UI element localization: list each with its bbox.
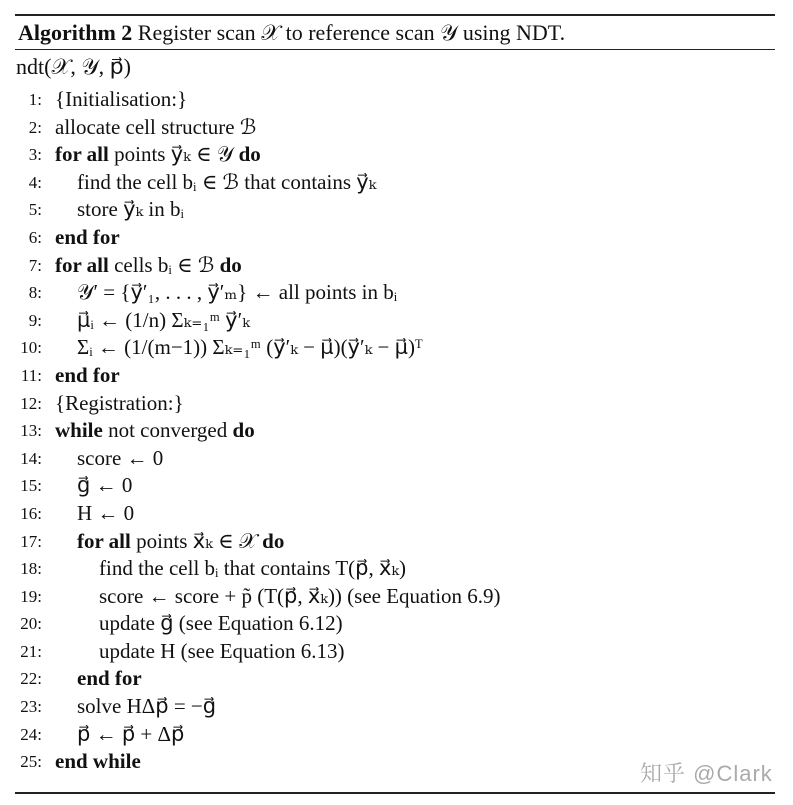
algorithm-line	[0, 196, 793, 224]
line-code	[55, 86, 187, 114]
line-text: Σᵢ ← (1/(m−1)) Σₖ₌₁ᵐ (y⃗′ₖ − μ⃗)(y⃗′ₖ − μ⃗)ᵀ	[77, 335, 423, 360]
algorithm-line	[0, 390, 793, 418]
keyword: end for	[55, 224, 120, 249]
keyword: for all	[55, 252, 109, 277]
algorithm-line	[0, 665, 793, 693]
line-code	[99, 610, 343, 638]
algorithm-line	[0, 417, 793, 445]
line-text: μ⃗ᵢ ← (1/n) Σₖ₌₁ᵐ y⃗′ₖ	[77, 307, 250, 332]
algorithm-line	[0, 362, 793, 390]
line-text: score ← score + p̃ (T(p⃗, x⃗ₖ)) (see Equation 6.9)	[99, 583, 501, 608]
line-text: points x⃗ₖ ∈ 𝒳	[136, 528, 257, 553]
line-number: 23:	[20, 697, 42, 717]
line-number: 5:	[28, 200, 42, 220]
line-number: 14:	[20, 448, 42, 468]
line-text: store y⃗ₖ in bᵢ	[77, 197, 184, 222]
line-text: 𝒴′ = {y⃗′₁, . . . , y⃗′ₘ} ← all points in bᵢ	[77, 280, 398, 305]
keyword: do	[262, 528, 285, 553]
line-code	[77, 334, 423, 362]
line-code	[55, 748, 141, 776]
line-number: 16:	[20, 503, 42, 523]
line-number: 3:	[28, 145, 42, 165]
line-number: 13:	[20, 421, 42, 441]
watermark: 知乎 @Clark	[640, 761, 773, 786]
algorithm-line	[0, 610, 793, 638]
line-number: 21:	[20, 641, 42, 661]
line-number: 10:	[20, 338, 42, 358]
algorithm-line	[0, 224, 793, 252]
line-text: H ← 0	[77, 500, 135, 525]
keyword: for all	[55, 142, 109, 167]
line-number: 11:	[20, 365, 42, 385]
algorithm-label: Algorithm 2	[18, 20, 133, 45]
algorithm-line	[0, 114, 793, 142]
line-text: find the cell bᵢ ∈ ℬ that contains y⃗ₖ	[77, 169, 377, 194]
line-code	[77, 279, 397, 307]
line-number: 8:	[28, 283, 42, 303]
algorithm-line	[0, 555, 793, 583]
line-code	[77, 528, 284, 556]
line-number: 24:	[20, 724, 42, 744]
line-text: allocate cell structure ℬ	[55, 114, 257, 139]
algorithm-line	[0, 279, 793, 307]
line-number: 9:	[28, 310, 42, 330]
algorithm-line	[0, 472, 793, 500]
algorithm-line	[0, 445, 793, 473]
line-number: 2:	[28, 117, 42, 137]
line-code	[55, 141, 261, 169]
algorithm-header	[18, 18, 778, 48]
function-signature: ndt(𝒳, 𝒴, p⃗)	[16, 54, 131, 79]
line-code	[55, 252, 242, 280]
line-code	[99, 638, 345, 666]
line-code	[55, 362, 120, 390]
line-text: solve HΔp⃗ = −g⃗	[77, 694, 217, 719]
keyword: end for	[55, 362, 120, 387]
algorithm-line	[0, 583, 793, 611]
line-code	[77, 665, 142, 693]
line-number: 7:	[28, 255, 42, 275]
line-code	[77, 500, 134, 528]
algorithm-line	[0, 500, 793, 528]
line-code	[99, 555, 406, 583]
line-number: 4:	[28, 172, 42, 192]
keyword: while	[55, 418, 103, 443]
line-code	[55, 114, 256, 142]
keyword: do	[219, 252, 242, 277]
line-number: 22:	[20, 669, 42, 689]
keyword: do	[238, 142, 261, 167]
line-number: 1:	[28, 90, 42, 109]
line-code	[99, 583, 501, 611]
line-code	[77, 693, 216, 721]
line-text: {Initialisation:}	[55, 87, 188, 111]
line-text: update H (see Equation 6.13)	[99, 638, 345, 663]
line-code	[55, 390, 184, 418]
algorithm-line	[0, 252, 793, 280]
line-number: 20:	[20, 614, 42, 634]
line-code	[77, 169, 376, 197]
line-code	[77, 307, 250, 335]
line-code	[55, 224, 120, 252]
keyword: end for	[77, 666, 142, 691]
algorithm-body	[0, 86, 793, 776]
line-text: points y⃗ₖ ∈ 𝒴	[114, 142, 234, 167]
header-rule	[15, 49, 775, 50]
line-text: p⃗ ← p⃗ + Δp⃗	[77, 721, 185, 746]
line-code	[77, 472, 132, 500]
algorithm-line	[0, 638, 793, 666]
algorithm-line	[0, 721, 793, 749]
line-number: 19:	[20, 586, 42, 606]
algorithm-line	[0, 334, 793, 362]
keyword: do	[232, 418, 255, 443]
keyword: end while	[55, 749, 141, 774]
top-rule	[15, 14, 775, 16]
line-number: 25:	[20, 752, 42, 772]
line-text: {Registration:}	[55, 390, 184, 415]
line-code	[77, 445, 163, 473]
keyword: for all	[77, 528, 131, 553]
line-text: find the cell bᵢ that contains T(p⃗, x⃗ₖ)	[99, 556, 407, 581]
algorithm-line	[0, 86, 793, 114]
line-number: 17:	[20, 531, 42, 551]
algorithm-line	[0, 169, 793, 197]
line-number: 18:	[20, 559, 42, 579]
line-code	[77, 721, 184, 749]
line-number: 15:	[20, 476, 42, 496]
algorithm-line	[0, 693, 793, 721]
algorithm-line	[0, 307, 793, 335]
line-text: g⃗ ← 0	[77, 473, 133, 498]
algorithm-line	[0, 528, 793, 556]
algorithm-line	[0, 141, 793, 169]
line-code	[77, 196, 184, 224]
line-number: 6:	[28, 227, 42, 247]
algorithm-caption: Register scan 𝒳 to reference scan 𝒴 using NDT.	[137, 20, 566, 45]
line-text: cells bᵢ ∈ ℬ	[114, 252, 215, 277]
line-text: update g⃗ (see Equation 6.12)	[99, 611, 343, 636]
line-text: not converged	[108, 418, 228, 443]
line-code	[55, 417, 255, 445]
line-number: 12:	[20, 393, 42, 413]
bottom-rule	[15, 792, 775, 794]
line-text: score ← 0	[77, 445, 164, 470]
